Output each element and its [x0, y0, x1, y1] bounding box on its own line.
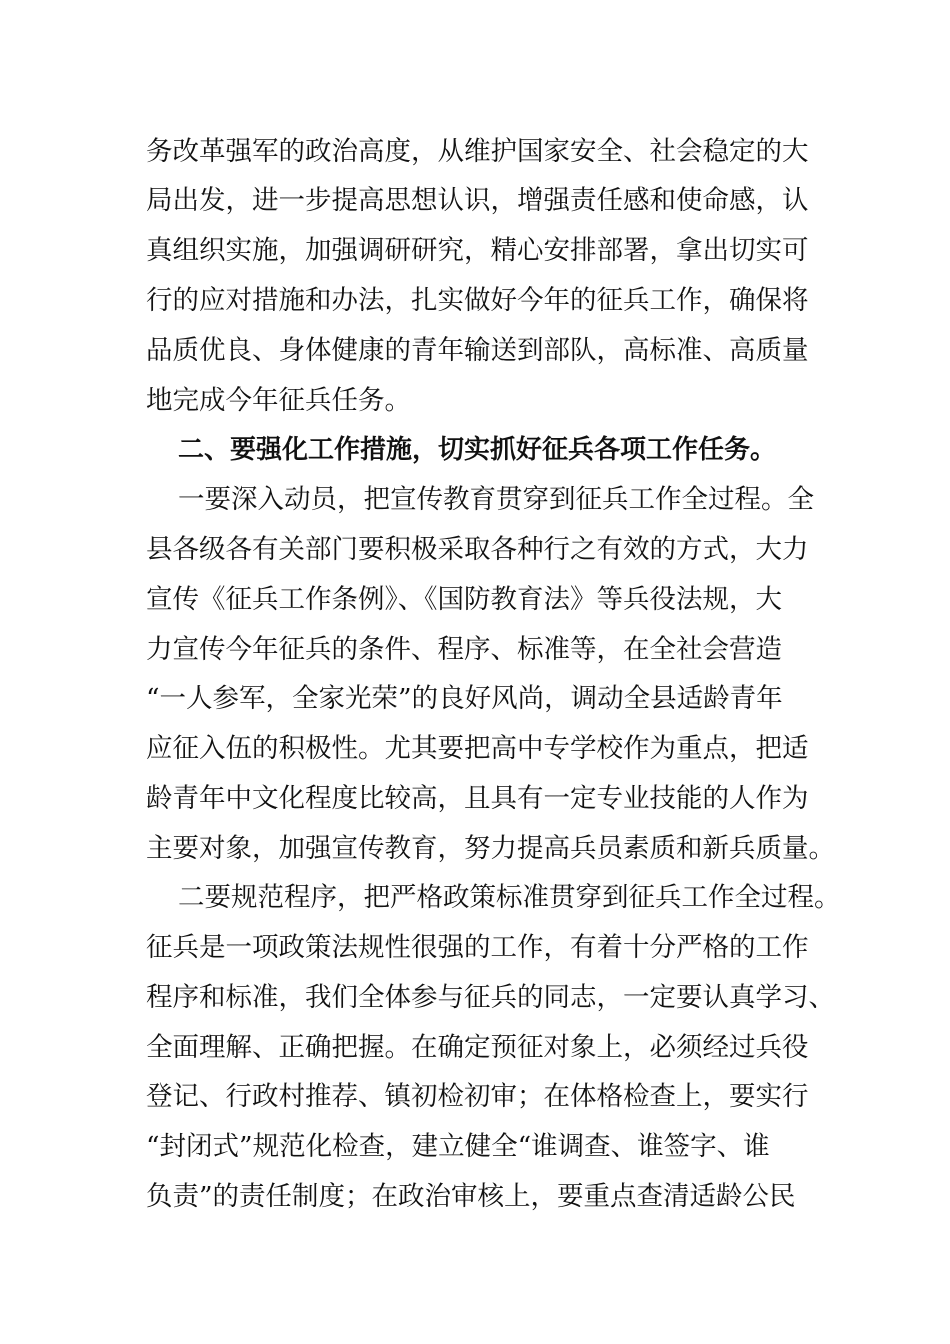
body-text-line: “一人参军，全家光荣”的良好风尚，调动全县适龄青年 — [146, 683, 783, 714]
body-text-line: 程序和标准，我们全体参与征兵的同志，一定要认真学习、 — [146, 982, 835, 1013]
body-text-line: 县各级各有关部门要积极采取各种行之有效的方式，大力 — [146, 534, 809, 565]
body-text-line: 力宣传今年征兵的条件、程序、标准等，在全社会营造 — [146, 634, 782, 665]
body-text-line: 龄青年中文化程度比较高，且具有一定专业技能的人作为 — [146, 783, 809, 814]
body-text-line: 品质优良、身体健康的青年输送到部队，高标准、高质量 — [146, 335, 809, 366]
body-text-line: 登记、行政村推荐、镇初检初审；在体格检查上，要实行 — [146, 1081, 809, 1112]
body-text-line: 务改革强军的政治高度，从维护国家安全、社会稳定的大 — [146, 136, 809, 167]
body-text-line: 行的应对措施和办法，扎实做好今年的征兵工作，确保将 — [146, 285, 809, 316]
body-text-line: 地完成今年征兵任务。 — [146, 385, 411, 416]
body-text-line: 真组织实施，加强调研研究，精心安排部署，拿出切实可 — [146, 235, 809, 266]
body-text-line: 征兵是一项政策法规性很强的工作，有着十分严格的工作 — [146, 932, 809, 963]
body-text-line: “封闭式”规范化检查，建立健全“谁调查、谁签字、谁 — [146, 1131, 770, 1162]
body-text-line: 主要对象，加强宣传教育，努力提高兵员素质和新兵质量。 — [146, 833, 835, 864]
body-text-line: 宣传《征兵工作条例》、《国防教育法》等兵役法规，大 — [146, 584, 782, 615]
body-text-line: 一要深入动员，把宣传教育贯穿到征兵工作全过程。全 — [178, 484, 814, 515]
body-text-line: 全面理解、正确把握。在确定预征对象上，必须经过兵役 — [146, 1032, 809, 1063]
body-text-line: 局出发，进一步提高思想认识，增强责任感和使命感，认 — [146, 185, 809, 216]
body-text-line: 应征入伍的积极性。尤其要把高中专学校作为重点，把适 — [146, 733, 809, 764]
body-text-line: 负责”的责任制度；在政治审核上，要重点查清适龄公民 — [146, 1181, 796, 1212]
section-heading: 二、要强化工作措施，切实抓好征兵各项工作任务。 — [178, 435, 777, 465]
body-text-line: 二要规范程序，把严格政策标准贯穿到征兵工作全过程。 — [178, 882, 841, 913]
